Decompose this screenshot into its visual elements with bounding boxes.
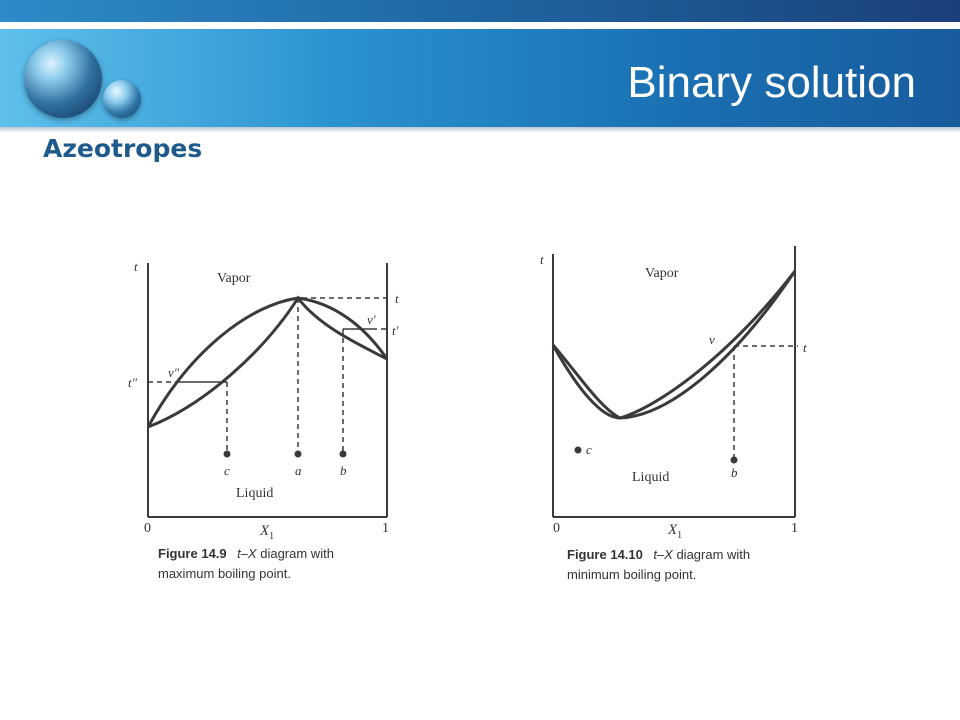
v-label: v (709, 332, 715, 347)
slide-title: Binary solution (627, 58, 916, 107)
figure-max-boiling-diagram (120, 255, 420, 595)
x-axis-sub: 1 (269, 531, 275, 542)
caption-tx: t–X (237, 546, 257, 561)
x-tick-1: 1 (382, 521, 389, 536)
x-tick-0: 0 (144, 521, 151, 536)
x-tick-0: 0 (553, 521, 560, 536)
t-dprime-label: t″ (128, 375, 138, 390)
caption-rest: diagram with (256, 546, 334, 561)
liquid-label: Liquid (632, 470, 670, 485)
caption-rest: diagram with (672, 547, 751, 562)
x-axis-sub: 1 (677, 530, 683, 541)
caption-line-2: minimum boiling point. (567, 567, 697, 582)
x-axis-main: X (668, 522, 678, 538)
point-c-label: c (586, 442, 592, 457)
t-label: t (395, 291, 399, 306)
caption-line-1 (567, 546, 750, 563)
liquid-curve (553, 271, 795, 418)
figure-min-boiling-diagram (530, 240, 830, 585)
caption-line-2: maximum boiling point. (158, 566, 291, 581)
point-c-label: c (224, 463, 230, 478)
v-dprime-label: v″ (168, 365, 180, 380)
vapor-label: Vapor (645, 266, 679, 281)
axis-t-label: t (134, 259, 138, 274)
banner-shadow (0, 127, 960, 133)
point-a-label: a (295, 463, 302, 478)
caption-tx: t–X (653, 547, 673, 562)
point-c-dot (575, 447, 582, 454)
t-label: t (803, 340, 807, 355)
liquid-label: Liquid (236, 486, 274, 501)
axis-t-label: t (540, 252, 544, 267)
caption-line-1 (158, 545, 334, 562)
top-accent-bar (0, 0, 960, 22)
t-prime-label: t′ (392, 323, 399, 338)
x-axis-label (259, 523, 274, 542)
caption-number: Figure 14.10 (567, 547, 643, 562)
point-b-dot (731, 457, 738, 464)
v-prime-label: v′ (367, 312, 376, 327)
x-axis-main: X (260, 523, 270, 539)
x-tick-1: 1 (791, 521, 798, 536)
point-b-label: b (731, 465, 738, 480)
caption-number: Figure 14.9 (158, 546, 227, 561)
vapor-label: Vapor (217, 271, 251, 286)
point-a-dot (295, 451, 302, 458)
liquid-curve (148, 298, 387, 427)
point-b-label: b (340, 463, 347, 478)
globe-logo-small (103, 80, 141, 118)
point-b-dot (340, 451, 347, 458)
vapor-curve (553, 271, 795, 418)
globe-logo-large (24, 40, 102, 118)
x-axis-label (667, 522, 682, 541)
slide-subtitle: Azeotropes (43, 134, 203, 163)
point-c-dot (224, 451, 231, 458)
